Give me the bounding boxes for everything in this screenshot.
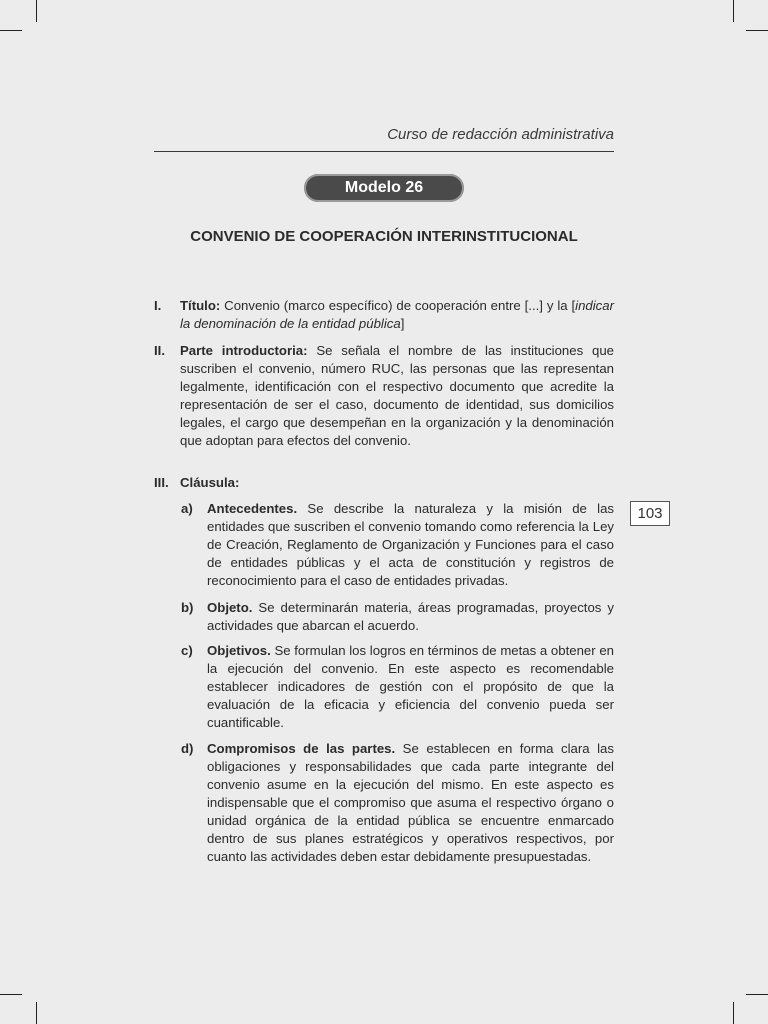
section-numeral: II. bbox=[154, 343, 165, 358]
section-titulo bbox=[154, 297, 614, 333]
clause-heading: Compromisos de las partes. bbox=[207, 741, 396, 756]
section-heading: Cláusula: bbox=[180, 475, 240, 490]
clause-text: Se determinarán materia, áreas programadas, proyectos y actividades que abarcan el acuerdo. bbox=[207, 600, 614, 633]
clause-text: Se formulan los logros en términos de metas a obtener en la ejecución del convenio. En este aspecto es recomendable establecer indicadores de gestión con el propósito de que la evaluación de la eficacia y eficiencia del convenio pueda ser cuantificable. bbox=[207, 643, 614, 730]
clause-text: Se establecen en forma clara las obligaciones y responsabilidades que cada parte integrante del convenio asume en la ejecución del mismo. En este aspecto es indispensable que el compromiso que asuma el respectivo órgano o unidad orgánica de la entidad pública se encuentre enmarcado dentro de sus planes estratégicos y operativos respectivos, por cuanto las actividades deben estar debidamente presupuestadas. bbox=[207, 741, 614, 864]
clause-letter: a) bbox=[181, 501, 193, 516]
section-text: Se señala el nombre de las instituciones que suscriben el convenio, número RUC, las personas que las representan legalmente, identificación con el respectivo documento que acredite la representación de ser el caso, documento de identidad, sus domicilios legales, el cargo que desempeñan en la organización y la denominación que adoptan para efectos del convenio. bbox=[180, 343, 614, 448]
section-text-tail: ] bbox=[400, 316, 405, 331]
section-clausula bbox=[154, 474, 614, 492]
page-number: 103 bbox=[630, 501, 670, 526]
section-heading: Parte introductoria: bbox=[180, 343, 308, 358]
model-badge: Modelo 26 bbox=[304, 174, 464, 202]
section-numeral: III. bbox=[154, 475, 169, 490]
crop-mark bbox=[746, 30, 768, 31]
section-italic-text: indicar la denominación de la entidad pública bbox=[180, 298, 614, 331]
clause-heading: Antecedentes. bbox=[207, 501, 298, 516]
clause-letter: d) bbox=[181, 741, 194, 756]
document-title: CONVENIO DE COOPERACIÓN INTERINSTITUCIONAL bbox=[190, 228, 578, 245]
clause-body bbox=[207, 599, 614, 635]
clause-item-objeto bbox=[181, 599, 614, 635]
section-body bbox=[180, 474, 614, 492]
crop-mark bbox=[733, 1002, 734, 1024]
clause-body bbox=[207, 740, 614, 866]
clause-text: Se describe la naturaleza y la misión de las entidades que suscriben el convenio tomando como referencia la Ley de Creación, Reglamento de Organización y Funciones para el caso de entidades públicas y el acta de constitución y registros de reconocimiento para el caso de entidades privadas. bbox=[207, 501, 614, 588]
crop-mark bbox=[733, 0, 734, 22]
header-rule bbox=[154, 151, 614, 152]
crop-mark bbox=[0, 994, 22, 995]
clause-letter: c) bbox=[181, 643, 193, 658]
crop-mark bbox=[36, 0, 37, 22]
section-text: Convenio (marco específico) de cooperación entre [...] y la [ bbox=[220, 298, 576, 313]
clause-item-objetivos bbox=[181, 642, 614, 732]
crop-mark bbox=[0, 30, 22, 31]
section-body bbox=[180, 342, 614, 450]
running-head: Curso de redacción administrativa bbox=[387, 126, 614, 143]
clause-body bbox=[207, 500, 614, 590]
clause-item-antecedentes bbox=[181, 500, 614, 590]
crop-mark bbox=[36, 1002, 37, 1024]
clause-item-compromisos bbox=[181, 740, 614, 866]
section-numeral: I. bbox=[154, 298, 162, 313]
clause-letter: b) bbox=[181, 600, 194, 615]
clause-heading: Objeto. bbox=[207, 600, 253, 615]
section-heading: Título: bbox=[180, 298, 221, 313]
section-body bbox=[180, 297, 614, 333]
section-parte-introductoria bbox=[154, 342, 614, 450]
crop-mark bbox=[746, 994, 768, 995]
clause-heading: Objetivos. bbox=[207, 643, 271, 658]
clause-body bbox=[207, 642, 614, 732]
